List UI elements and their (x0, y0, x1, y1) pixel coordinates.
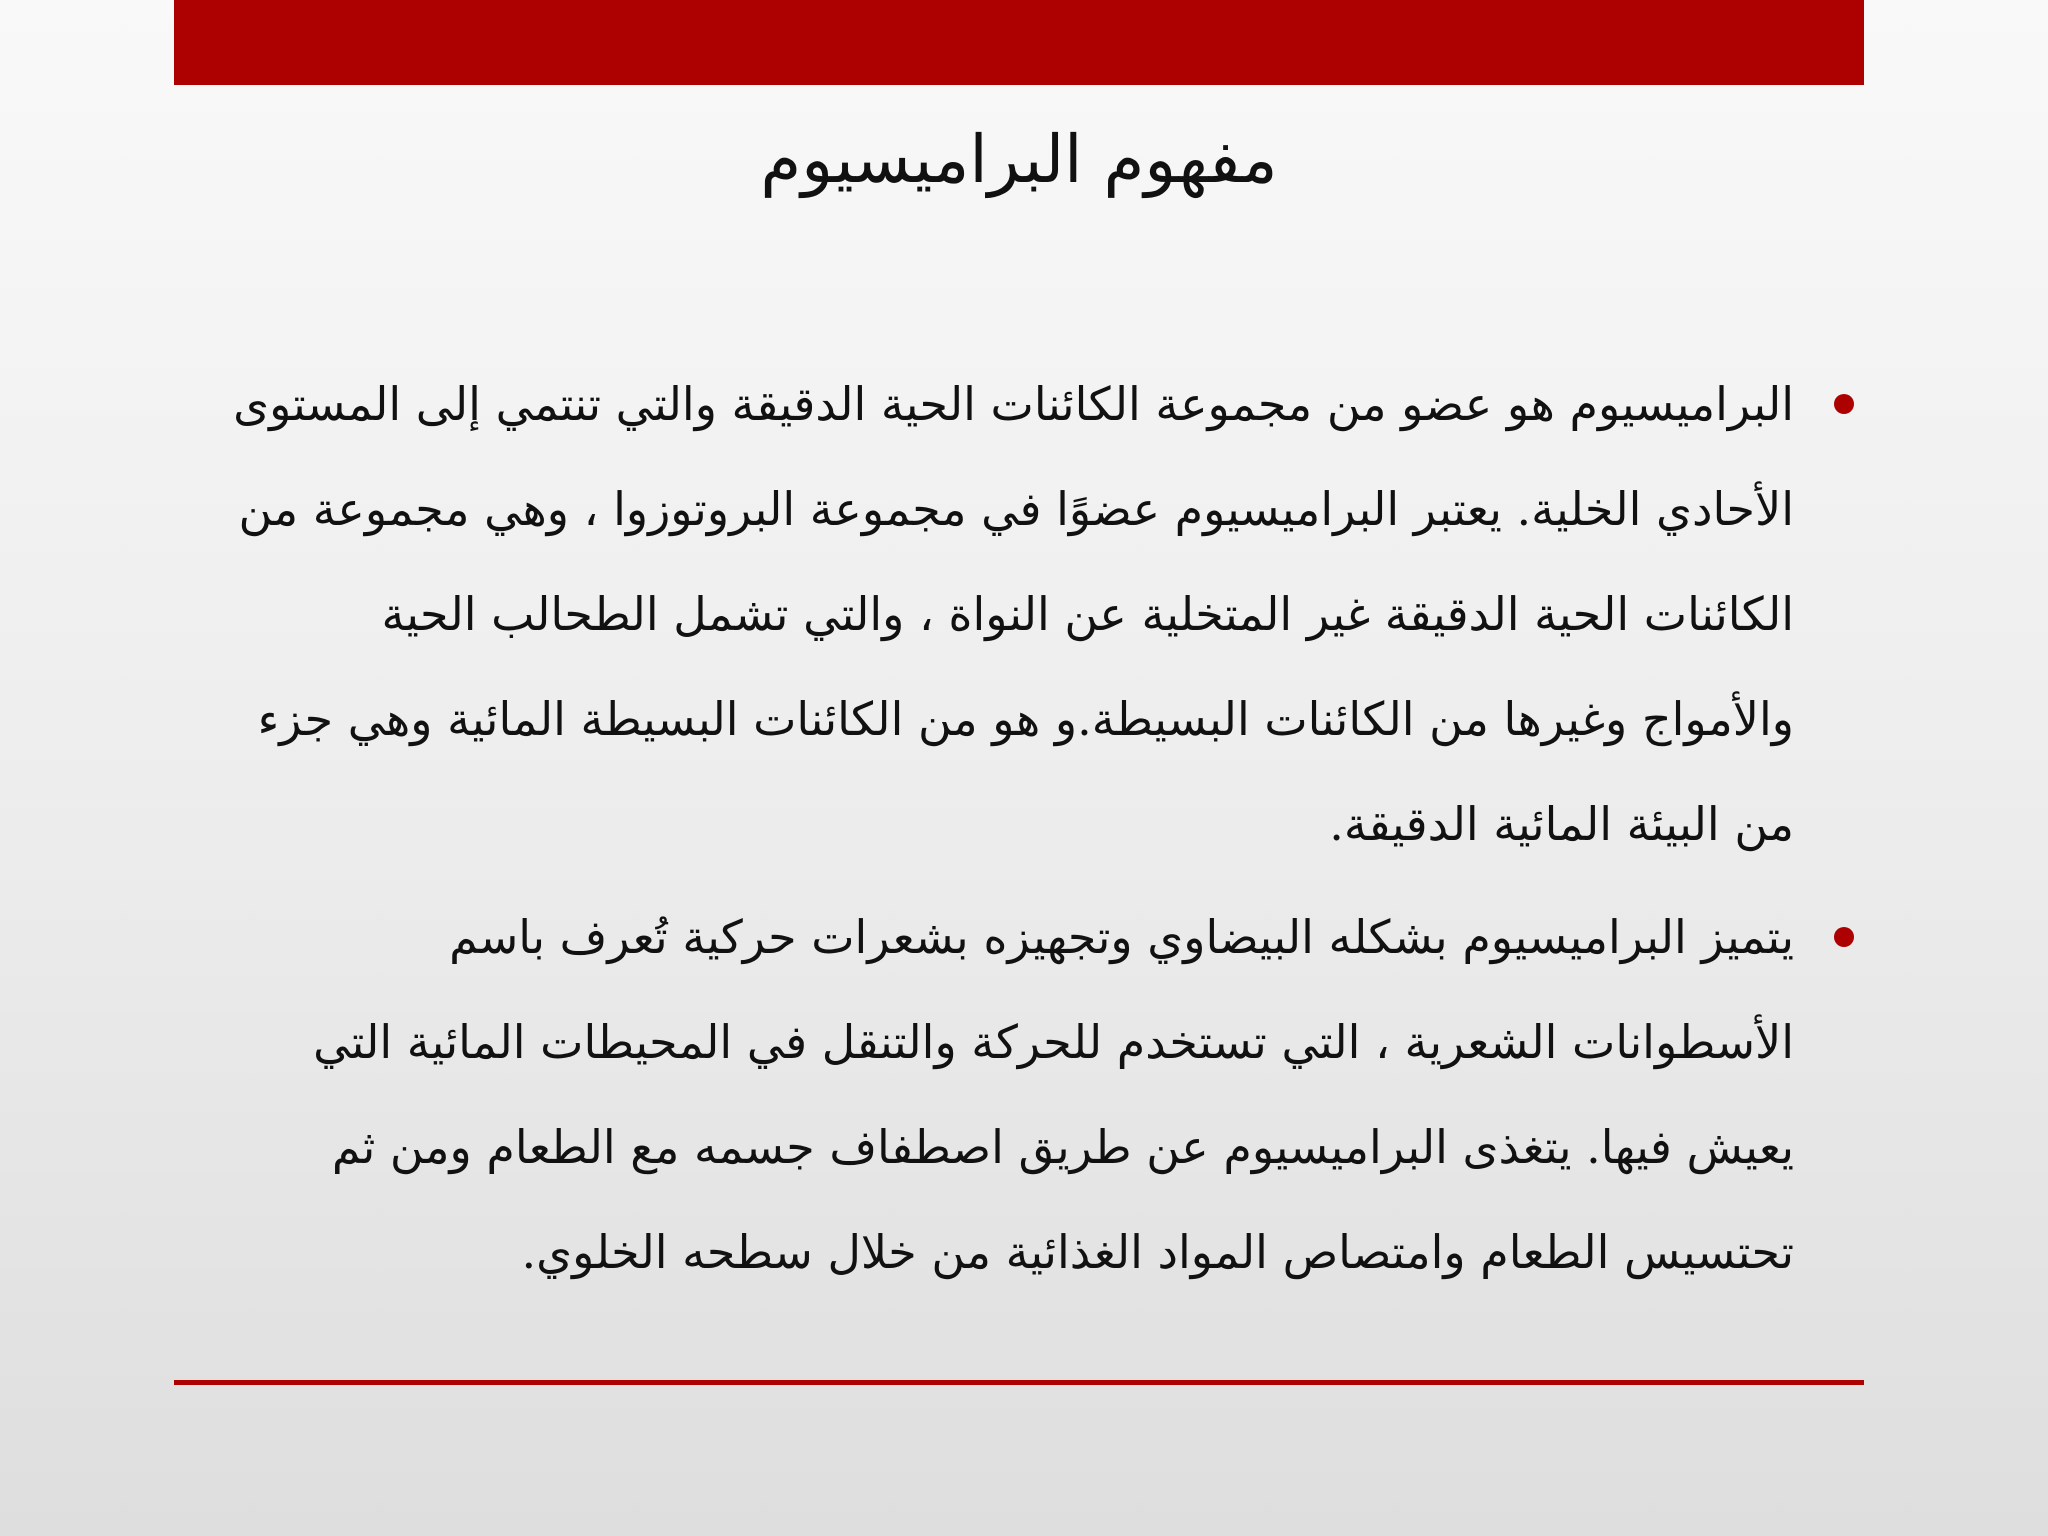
top-accent-bar (174, 0, 1864, 85)
bullet-list (220, 352, 1794, 1313)
bullet-text: البراميسيوم هو عضو من مجموعة الكائنات الحية الدقيقة والتي تنتمي إلى المستوى الأحادي الخلية. يعتبر البراميسيوم عضوًا في مجموعة البروتوزوا ، وهي مجموعة من الكائنات الحية الدقيقة غير المتخلية عن النواة ، والتي تشمل الطحالب الحية والأمواج وغيرها من الكائنات البسيطة.و هو من الكائنات البسيطة المائية وهي جزء من البيئة المائية الدقيقة. (233, 377, 1794, 851)
bullet-dot-icon (1834, 394, 1854, 414)
bullet-dot-icon (1834, 927, 1854, 947)
bullet-item (220, 352, 1794, 877)
bullet-text: يتميز البراميسيوم بشكله البيضاوي وتجهيزه بشعرات حركية تُعرف باسم الأسطوانات الشعرية ، التي تستخدم للحركة والتنقل في المحيطات المائية التي يعيش فيها. يتغذى البراميسيوم عن طريق اصطفاف جسمه مع الطعام ومن ثم تحتسيس الطعام وامتصاص المواد الغذائية من خلال سطحه الخلوي. (313, 910, 1794, 1279)
bottom-divider (174, 1380, 1864, 1385)
bullet-item (220, 885, 1794, 1305)
slide-title: مفهوم البراميسيوم (760, 121, 1278, 198)
